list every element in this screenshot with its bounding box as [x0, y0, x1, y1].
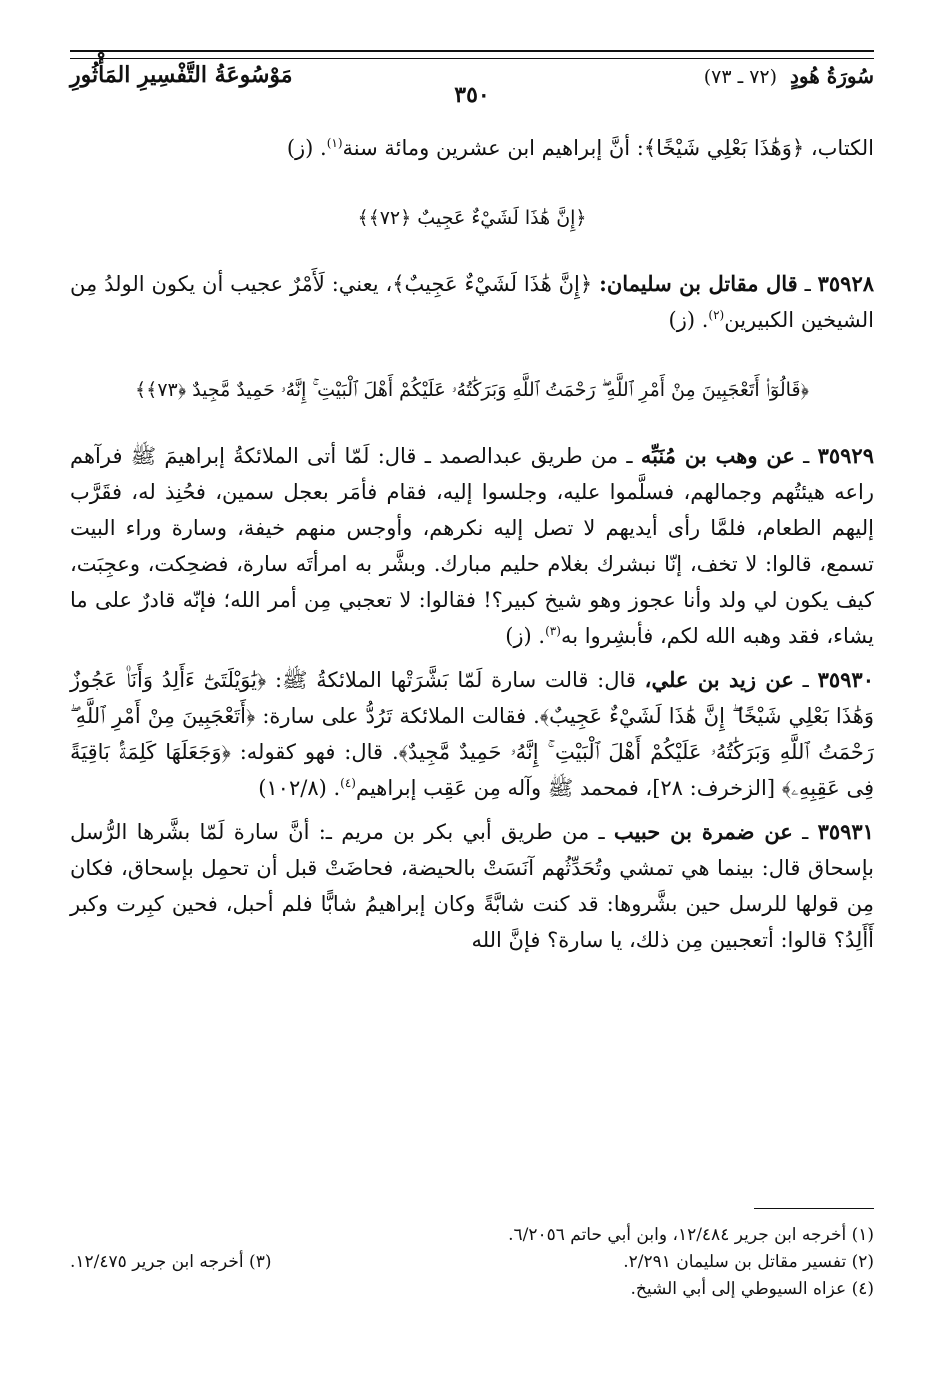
report-number: ٣٥٩٣١ — [817, 819, 874, 844]
source-code: . (ز) — [505, 624, 546, 648]
report-number: ٣٥٩٢٩ — [817, 443, 874, 468]
verse-range: (٧٢ ـ ٧٣) — [703, 66, 778, 88]
footnote-2: (٢) تفسير مقاتل بن سليمان ٢/٢٩١. — [623, 1252, 874, 1272]
narrator-name: قال مقاتل بن سليمان: — [599, 271, 798, 296]
source-code: . (ز) — [668, 308, 709, 332]
book-title: مَوْسُوعَةُ التَّفْسِيرِ المَأْثُورِ — [70, 62, 293, 88]
footnotes — [70, 1222, 874, 1303]
report-35931: ٣٥٩٣١ ـ عن ضمرة بن حبيب ـ من طريق أبي بكر بن مريم ـ: أنَّ سارة لَمّا بشَّرها الرُّسل بإسحاق قال: بينما هي تمشي وتُحَدِّثُهم آنَسَتْ بالحيضة، فحاضَتْ قبل أن تحمِل بإسحاق، فكان مِن قولها للرسل حين بشَّروها: قد كنت شابَّةً وكان إبراهيمُ شابًّا فلم أحبل، فحين كبِرت وكبر أَأَلِدُ؟ قالوا: أتعجبين مِن ذلك، يا سارة؟ فإنَّ الله — [70, 819, 874, 952]
narrator-name: عن زيد بن علي، — [644, 667, 794, 692]
report-text: ـ من طريق عبدالصمد ـ قال: لَمّا أتى الملائكةُ إبراهيمَ ﷺ فرآهم راعه هيئتُهم وجمالهم، فسلَّموا عليه، وجلسوا إليه، فقام فأمَر بعجل سمين، فحُنِذ له، فقَرَّب إليهم الطعام، فلمَّا رأى أيديهم لا تصل إليه نكرهم، وأوجس منهم خيفة، وسارة وراء البيت تسمع، قالوا: لا تخف، إنّا نبشرك بغلام حليم مبارك. وبشَّر به امرأتَه سارة، فضحِكت، وعجِبَت، كيف يكون لي ولد وأنا عجوز وهو شيخ كبير؟! فقالوا: لا تعجبي مِن أمر الله؛ فإنّه قادرٌ على ما يشاء، فقد وهبه الله لكم، فأبشِروا به — [70, 444, 874, 648]
surah-title — [704, 64, 874, 88]
intro-text: الكتاب، ﴿وَهَٰذَا بَعْلِي شَيْخًا﴾: أنَّ إبراهيم ابن عشرين ومائة سنة — [342, 136, 874, 160]
report-35930: ٣٥٩٣٠ ـ عن زيد بن علي، قال: قالت سارة لَمّا بَشَّرَتْها الملائكةُ ﷺ: ﴿يَٰوَيْلَتَىٰٓ ءَأَلِدُ وَأَنَا۠ عَجُوزٌ وَهَٰذَا بَعْلِي شَيْخًا ۖ إِنَّ هَٰذَا لَشَيْءٌ عَجِيبٌ﴾. فقالت الملائكة تَرُدُّ على سارة: ﴿أَتَعْجَبِينَ مِنْ أَمْرِ ٱللَّهِ ۖ رَحْمَتُ ٱللَّهِ وَبَرَكَٰتُهُۥ عَلَيْكُمْ أَهْلَ ٱلْبَيْتِ ۚ إِنَّهُۥ حَمِيدٌ مَّجِيدٌ﴾. قال: فهو كقوله: ﴿وَجَعَلَهَا كَلِمَةًۢ بَاقِيَةً فِى عَقِبِهِۦ﴾ [الزخرف: ٢٨]، فمحمد ﷺ وآله مِن عَقِب إبراهيم$^{(٤)}$. (١٠٢/٨) — [70, 667, 874, 800]
verse-72: ﴿إِنَّ هَٰذَا لَشَيْءٌ عَجِيبٌ ﴿٧٢﴾﴾ — [357, 207, 587, 229]
footnote-ref-3: (٣) — [545, 624, 561, 638]
footnote-rule — [754, 1208, 874, 1209]
footnote-ref-2: (٢) — [708, 308, 725, 322]
footnote-4: (٤) عزاه السيوطي إلى أبي الشيخ. — [630, 1279, 874, 1299]
header-rule — [70, 50, 874, 59]
verse-73: ﴿قَالُوٓا۟ أَتَعْجَبِينَ مِنْ أَمْرِ ٱللَّهِ ۖ رَحْمَتُ ٱللَّهِ وَبَرَكَٰتُهُۥ عَلَيْكُمْ أَهْلَ ٱلْبَيْتِ ۚ إِنَّهُۥ حَمِيدٌ مَّجِيدٌ ﴿٧٣﴾﴾ — [135, 379, 809, 401]
footnote-ref-4: (٤) — [340, 776, 356, 790]
report-number: ٣٥٩٣٠ — [817, 667, 874, 692]
report-text: ﴿إِنَّ هَٰذَا لَشَيْءٌ عَجِيبٌ﴾، يعني: لَأَمْرٌ عجيب أن يكون الولدُ مِن الشيخين الكبيرين — [70, 272, 874, 332]
footnote-3: (٣) أخرجه ابن جرير ١٢/٤٧٥. — [70, 1252, 272, 1272]
page-body — [70, 130, 874, 966]
footnote-1: (١) أخرجه ابن جرير ١٢/٤٨٤، وابن أبي حاتم ٦/٢٠٥٦. — [508, 1225, 874, 1245]
intro-paragraph — [70, 130, 874, 166]
report-text: قال: قالت سارة لَمّا بَشَّرَتْها الملائكةُ ﷺ: ﴿يَٰوَيْلَتَىٰٓ ءَأَلِدُ وَأَنَا۠ عَجُوزٌ وَهَٰذَا بَعْلِي شَيْخًا ۖ إِنَّ هَٰذَا لَشَيْءٌ عَجِيبٌ﴾. فقالت الملائكة تَرُدُّ على سارة: ﴿أَتَعْجَبِينَ مِنْ أَمْرِ ٱللَّهِ ۖ رَحْمَتُ ٱللَّهِ وَبَرَكَٰتُهُۥ عَلَيْكُمْ أَهْلَ ٱلْبَيْتِ ۚ إِنَّهُۥ حَمِيدٌ مَّجِيدٌ﴾. قال: فهو كقوله: ﴿وَجَعَلَهَا كَلِمَةًۢ بَاقِيَةً فِى عَقِبِهِۦ﴾ [الزخرف: ٢٨]، فمحمد ﷺ وآله مِن عَقِب إبراهيم — [70, 668, 874, 800]
page-header — [70, 58, 874, 106]
footnote-row — [70, 1249, 874, 1276]
page-number: ٣٥٠ — [454, 82, 490, 108]
report-35929: ٣٥٩٢٩ ـ عن وهب بن مُنَبِّه ـ من طريق عبدالصمد ـ قال: لَمّا أتى الملائكةُ إبراهيمَ ﷺ فرآهم راعه هيئتُهم وجمالهم، فسلَّموا عليه، وجلسوا إليه، فقام فأمَر بعجل سمين، فحُنِذ له، فقَرَّب إليهم الطعام، فلمَّا رأى أيديهم لا تصل إليه نكرهم، وأوجس منهم خيفة، وسارة وراء البيت تسمع، قالوا: لا تخف، إنّا نبشرك بغلام حليم مبارك. وبشَّر به امرأتَه سارة، فضحِكت، وعجِبَت، كيف يكون لي ولد وأنا عجوز وهو شيخ كبير؟! فقالوا: لا تعجبي مِن أمر الله؛ فإنّه قادرٌ على ما يشاء، فقد وهبه الله لكم، فأبشِروا به$^{(٣)}$. (ز) — [70, 443, 874, 648]
source-code: . (ز) — [286, 136, 327, 160]
footnote-ref-1: (١) — [326, 136, 343, 150]
report-number: ٣٥٩٢٨ — [817, 271, 875, 296]
report-35928: ٣٥٩٢٨ ـ قال مقاتل بن سليمان: ﴿إِنَّ هَٰذَا لَشَيْءٌ عَجِيبٌ﴾، يعني: لَأَمْرٌ عجيب أن يكون الولدُ مِن الشيخين الكبيرين$^{(٢)}$. (ز) — [70, 271, 875, 332]
volume-ref: . (١٠٢/٨) — [258, 776, 341, 800]
report-text: ـ من طريق أبي بكر بن مريم ـ: أنَّ سارة لَمّا بشَّرها الرُّسل بإسحاق قال: بينما هي تمشي وتُحَدِّثُهم آنَسَتْ بالحيضة، فحاضَتْ قبل أن تحمِل بإسحاق، فكان مِن قولها للرسل حين بشَّروها: قد كنت شابَّةً وكان إبراهيمُ شابًّا فلم أحبل، فحين كبِرت وكبر أَأَلِدُ؟ قالوا: أتعجبين مِن ذلك، يا سارة؟ فإنَّ الله — [70, 820, 874, 952]
surah-name: سُورَةُ هُودٍ — [790, 64, 874, 88]
narrator-name: عن ضمرة بن حبيب — [613, 819, 793, 844]
narrator-name: عن وهب بن مُنَبِّه — [640, 443, 795, 468]
